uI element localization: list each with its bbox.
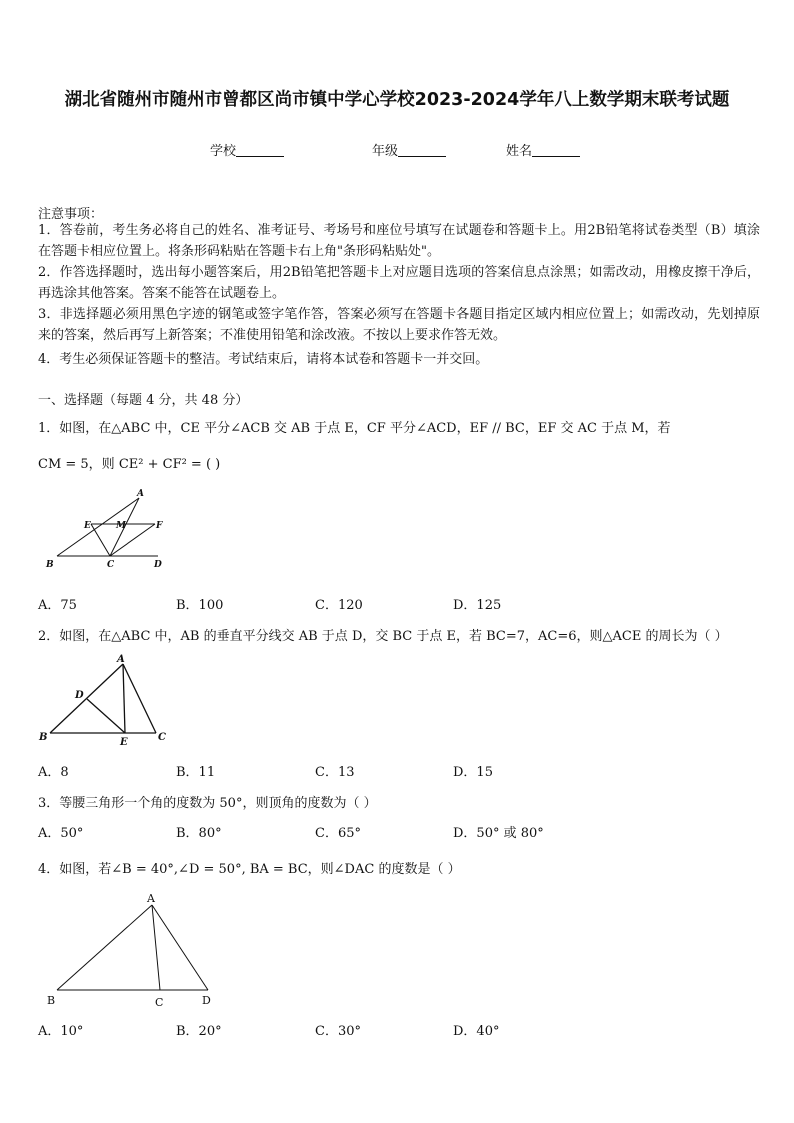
- notice-item-4: 4．考生必须保证答题卡的整洁。考试结束后，请将本试卷和答题卡一并交回。: [38, 352, 489, 367]
- q4-label-a: A: [147, 892, 155, 905]
- question-1-stem-line2: CM = 5，则 CE² + CF² = ( ): [38, 457, 221, 472]
- question-1-figure: [40, 486, 180, 572]
- grade-label: 年级: [372, 144, 399, 159]
- q1-label-c: C: [107, 560, 115, 570]
- school-label: 学校: [210, 144, 237, 159]
- q2-label-e: E: [120, 737, 128, 748]
- question-2-option-b[interactable]: B．11: [176, 765, 216, 780]
- name-label: 姓名: [506, 144, 533, 159]
- q1-label-m: M: [116, 521, 126, 531]
- q1-label-a: A: [137, 489, 144, 499]
- q1-label-d: D: [154, 560, 162, 570]
- q2-label-b: B: [39, 732, 48, 743]
- q1-label-f: F: [156, 521, 163, 531]
- q2-line-ae: [123, 664, 125, 733]
- question-4-option-b[interactable]: B．20°: [176, 1024, 222, 1039]
- question-2-stem: 2．如图，在△ABC 中，AB 的垂直平分线交 AB 于点 D，交 BC 于点 E，若 BC=7，AC=6，则△ACE 的周长为（ ）: [38, 629, 728, 644]
- question-4-stem: 4．如图，若∠B = 40°,∠D = 50°, BA = BC，则∠DAC 的度数是（ ）: [38, 862, 461, 877]
- section-heading: 一、选择题（每题 4 分，共 48 分）: [38, 393, 249, 408]
- question-3-stem: 3．等腰三角形一个角的度数为 50°，则顶角的度数为（ ）: [38, 796, 377, 811]
- question-2-option-d[interactable]: D．15: [453, 765, 493, 780]
- question-2-option-a[interactable]: A．8: [38, 765, 69, 780]
- question-2-figure: [36, 652, 176, 748]
- q2-label-d: D: [75, 690, 84, 701]
- notice-item-2: 2．作答选择题时，选出每小题答案后，用2B铅笔把答题卡上对应题目选项的答案信息点涂黑；如需改动，用橡皮擦干净后，再选涂其他答案。答案不能答在试题卷上。: [38, 265, 760, 301]
- q4-line-ac: [152, 905, 160, 990]
- question-4-option-c[interactable]: C．30°: [315, 1024, 361, 1039]
- question-3-option-a[interactable]: A．50°: [38, 826, 84, 841]
- q2-line-ac: [123, 664, 156, 733]
- q4-label-c: C: [155, 996, 164, 1009]
- q1-label-b: B: [46, 560, 54, 570]
- q2-label-a: A: [117, 654, 125, 665]
- question-4-option-a[interactable]: A．10°: [38, 1024, 84, 1039]
- q1-line-ba: [57, 498, 139, 556]
- question-1-stem-line1: 1．如图，在△ABC 中，CE 平分∠ACB 交 AB 于点 E，CF 平分∠ACD，EF // BC，EF 交 AC 于点 M，若: [38, 421, 671, 436]
- school-field[interactable]: [210, 140, 284, 159]
- q4-label-d: D: [202, 994, 211, 1007]
- question-1-option-b[interactable]: B．100: [176, 598, 224, 613]
- q4-line-ad: [152, 905, 208, 990]
- grade-field[interactable]: [372, 140, 446, 159]
- grade-blank[interactable]: [398, 144, 446, 157]
- question-3-option-c[interactable]: C．65°: [315, 826, 361, 841]
- question-4-option-d[interactable]: D．40°: [453, 1024, 500, 1039]
- q2-line-ba: [50, 664, 123, 733]
- notice-item-3: 3．非选择题必须用黑色字迹的钢笔或签字笔作答，答案必须写在答题卡各题目指定区域内相应位置上；如需改动，先划掉原来的答案，然后再写上新答案；不准使用铅笔和涂改液。不按以上要求作答无效。: [38, 307, 760, 343]
- question-3-option-b[interactable]: B．80°: [176, 826, 222, 841]
- school-blank[interactable]: [236, 144, 284, 157]
- q1-line-ec: [91, 524, 110, 556]
- notice-item-1: 1．答卷前，考生务必将自己的姓名、准考证号、考场号和座位号填写在试题卷和答题卡上。用2B铅笔将试卷类型（B）填涂在答题卡相应位置上。将条形码粘贴在答题卡右上角"条形码粘贴处"。: [38, 223, 760, 259]
- q1-label-e: E: [84, 521, 91, 531]
- question-3-option-d[interactable]: D．50° 或 80°: [453, 826, 544, 841]
- name-field[interactable]: [506, 140, 580, 159]
- question-1-option-a[interactable]: A．75: [38, 598, 77, 613]
- question-2-option-c[interactable]: C．13: [315, 765, 355, 780]
- question-1-option-d[interactable]: D．125: [453, 598, 502, 613]
- page-title: 湖北省随州市随州市曾都区尚市镇中学心学校2023-2024学年八上数学期末联考试题: [64, 90, 730, 110]
- q2-line-de: [87, 699, 125, 733]
- q2-label-c: C: [158, 732, 166, 743]
- question-1-option-c[interactable]: C．120: [315, 598, 363, 613]
- q4-line-ba: [57, 905, 152, 990]
- notice-heading: 注意事项：: [38, 207, 104, 222]
- q4-label-b: B: [47, 994, 56, 1007]
- question-4-figure: [40, 888, 230, 1010]
- name-blank[interactable]: [532, 144, 580, 157]
